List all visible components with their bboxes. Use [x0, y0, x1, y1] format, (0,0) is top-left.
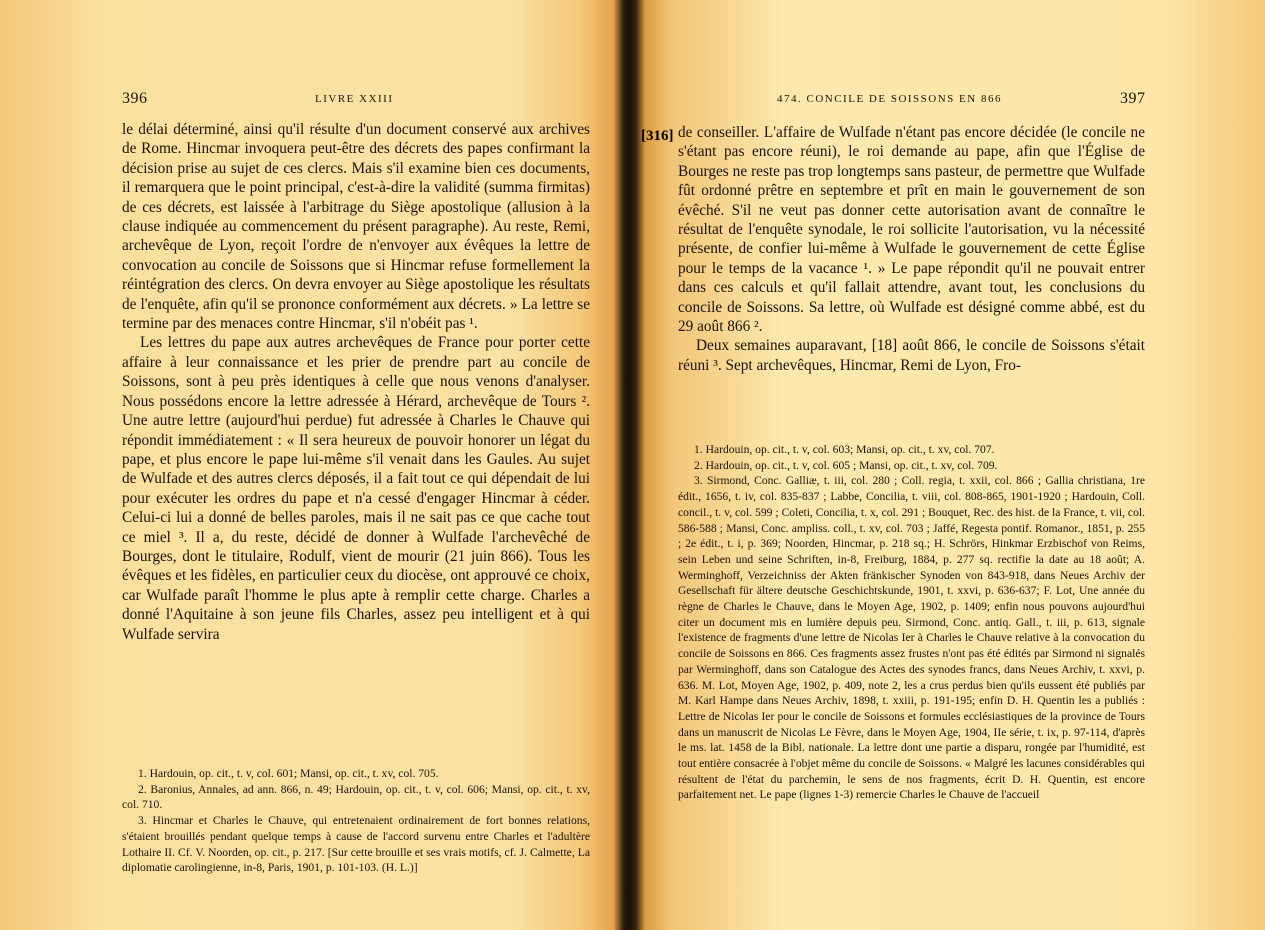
right-page — [640, 0, 1265, 930]
right-body-text — [678, 123, 1145, 375]
left-running-head: LIVRE XXIII — [315, 93, 394, 105]
left-paragraph: Les lettres du pape aux autres archevêques de France pour porter cette affaire à leur connaissance et les prier de prendre part au concile de Soissons, sont à peu près identiques à celle que nous venons d'analyser. Nous possédons encore la lettre adressée à Hérard, archevêque de Tours ². Une autre lettre (aujourd'hui perdue) fut adressée à Charles le Chauve qui répondit immédiatement : « Il sera heureux de pouvoir honorer un légat du pape, et plus encore le pape lui-même s'il venait dans les Gaules. Au sujet de Wulfade et des autres clercs déposés, il a fait tout ce qui dépendait de lui pour exécuter les ordres du pape et n'a cessé d'engager Hincmar à céder. Celui-ci lui a donné de belles paroles, mais il ne sait pas ce que cache tout ce miel ³. Il a, du reste, décidé de donner à Wulfade l'archevêché de Bourges, dont le titulaire, Rodulf, vient de mourir (21 juin 866). Tous les évêques et les fidèles, en particulier ceux du diocèse, ont approuvé ce choix, car Wulfade paraît l'homme le plus apte à remplir cette charge. Charles a donné l'Aquitaine à son jeune fils Charles, assez peu intelligent et à qui Wulfade servira — [122, 334, 590, 643]
right-footnotes — [678, 442, 1145, 803]
left-page — [0, 0, 610, 930]
footnote: 3. Hincmar et Charles le Chauve, qui entretenaient ordinairement de fort bonnes relations, s'étaient brouillés pendant quelque temps à cause de l'accord survenu entre Charles et l'adultère Lothaire II. Cf. V. Noorden, op. cit., p. 217. [Sur cette brouille et ses vrais motifs, cf. J. Calmette, La diplomatie carolingienne, in-8, Paris, 1901, p. 101-103. (H. L.)] — [122, 814, 590, 875]
left-footnotes — [122, 766, 590, 876]
right-page-number: 397 — [1120, 90, 1146, 107]
left-page-number: 396 — [122, 90, 148, 107]
footnote: 2. Baronius, Annales, ad ann. 866, n. 49; Hardouin, op. cit., t. v, col. 606; Mansi, op. cit., t. xv, col. 710. — [122, 782, 590, 812]
footnote: 1. Hardouin, op. cit., t. v, col. 603; Mansi, op. cit., t. xv, col. 707. — [694, 443, 995, 456]
margin-reference-number: [316] — [641, 128, 674, 144]
right-running-head: 474. CONCILE DE SOISSONS EN 866 — [777, 93, 1002, 105]
footnote: 2. Hardouin, op. cit., t. v, col. 605 ; Mansi, op. cit., t. xv, col. 709. — [694, 458, 998, 472]
left-paragraph: le délai déterminé, ainsi qu'il résulte d'un document conservé aux archives de Rome. Hincmar invoquera peut-être des décrets des papes confirmant la décision prise au sujet de ces clercs. Mais s'il examine bien ces documents, il remarquera que le point principal, c'est-à-dire la validité (summa firmitas) de ces décrets, est laissée à l'arbitrage du Siège apostolique (allusion à la clause indiquée au commencement du présent paragraphe). Au reste, Remi, archevêque de Lyon, reçoit l'ordre de n'envoyer aux évêques la lettre de convocation au concile de Soissons que si Hincmar refuse formellement la réintégration des clercs. On devra envoyer au Siège apostolique les résultats de l'enquête, afin qu'il se prononce conformément aux décrets. » La lettre se termine par des menaces contre Hincmar, s'il n'obéit pas ¹. — [122, 121, 590, 333]
right-paragraph: Deux semaines auparavant, [18] août 866, le concile de Soissons s'était réuni ³. Sept archevêques, Hincmar, Remi de Lyon, Fro- — [678, 337, 1145, 374]
left-body-text — [122, 120, 590, 644]
footnote: 1. Hardouin, op. cit., t. v, col. 601; Mansi, op. cit., t. xv, col. 705. — [138, 767, 439, 780]
right-paragraph: de conseiller. L'affaire de Wulfade n'étant pas encore décidée (le concile ne s'étant pas encore réuni), le roi demande au pape, afin que l'Église de Bourges ne reste pas trop longtemps sans pasteur, de permettre que Wulfade fût ordonné prêtre en septembre et prît en main le gouvernement de son évêché. S'il ne veut pas donner cette autorisation avant de connaître le résultat de l'enquête synodale, le roi sollicite l'autorisation, vu la nécessité présente, de confier lui-même à Wulfade le gouvernement de cette Église pour le temps de la vacance ¹. » Le pape répondit qu'il ne pouvait entrer dans ces calculs et qu'il fallait attendre, avant tout, les conclusions du concile de Soissons. Sa lettre, où Wulfade est désigné comme abbé, est du 29 août 866 ². — [678, 124, 1145, 336]
footnote: 3. Sirmond, Conc. Galliæ, t. iii, col. 280 ; Coll. regia, t. xxii, col. 866 ; Gallia christiana, 1re édit., 1656, t. iv, col. 835-837 ; Labbe, Concilia, t. viii, col. 808-865, 1901-1920 ; Hardouin, Coll. concil., t. v, col. 599 ; Coleti, Concilia, t. x, col. 291 ; Bouquet, Rec. des hist. de la France, t. vii, col. 586-588 ; Mansi, Conc. ampliss. coll., t. xv, col. 703 ; Jaffé, Regesta pontif. Romanor., 1851, p. 255 ; 2e édit., t. i, p. 369; Noorden, Hincmar, p. 218 sq.; H. Schrörs, Hinkmar Erzbischof von Reims, sein Leben und seine Schriften, in-8, Freiburg, 1884, p. 277 sq. rectifie la date au 18 août; A. Werminghoff, Verzeichniss der Akten fränkischer Synoden von 843-918, dans Neues Archiv der Gesellschaft für ältere deutsche Geschichtskunde, 1901, t. xxvi, p. 636-637; F. Lot, Une année du règne de Charles le Chauve, dans le Moyen Age, 1902, p. 1409; enfin nous pouvons aujourd'hui citer un document mis en lumière depuis peu. Sirmond, Conc. antiq. Gall., t. iii, p. 613, signale l'existence de fragments d'une lettre de Nicolas Ier à Charles le Chauve relative à la convocation du concile de Soissons en 866. Ces fragments assez frustes n'ont pas été édités par Sirmond ni signalés par Werminghoff, dans son Catalogue des Actes des synodes francs, dans Neues Archiv, t. xxvi, p. 636. M. Lot, Moyen Age, 1902, p. 409, note 2, les a crus perdus bien qu'ils eussent été publiés par M. Karl Hampe dans Neues Archiv, 1898, t. xxiii, p. 191-195; enfin D. H. Quentin les a publiés : Lettre de Nicolas Ier pour le concile de Soissons et formules ecclésiastiques de la province de Tours dans un manuscrit de Nicolas Le Fèvre, dans le Moyen Age, 1904, IIe série, t. ix, p. 97-114, d'après le ms. lat. 1458 de la Bibl. nationale. La lettre dont une partie a disparu, rongée par l'humidité, est tout entière consacrée à l'objet même du concile de Soissons. « Malgré les lacunes considérables qui résultent de l'état du parchemin, le sens de nos fragments, écrit D. H. Quentin, est encore parfaitement net. Le pape (lignes 1-3) remercie Charles le Chauve de l'accueil — [678, 474, 1145, 802]
